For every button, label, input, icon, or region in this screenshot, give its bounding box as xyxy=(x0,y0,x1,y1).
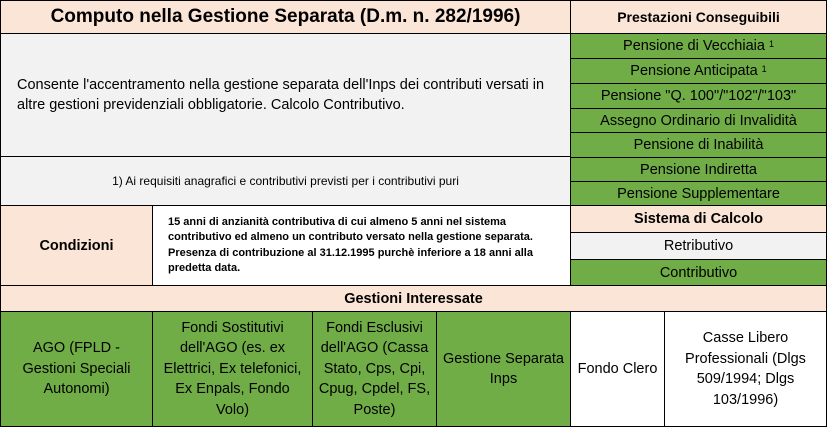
prestazione-label: Pensione Anticipata xyxy=(630,63,758,79)
condizioni-text: 15 anni di anzianità contributiva di cui almeno 5 anni nel sistema contributivo ed almeno un contributo versato nella gestione separata. Presenza di contribuzione al 31.12.1995 purchè inferiore a 18 anni alla predetta data. xyxy=(152,205,571,286)
prestazione-item xyxy=(570,132,827,158)
prestazione-label: Pensione di Vecchiaia xyxy=(623,38,765,54)
gestione-item: Fondo Clero xyxy=(570,311,665,427)
prestazione-item xyxy=(570,108,827,133)
gestione-item: Casse Libero Professionali (Dlgs 509/1994; Dlgs 103/1996) xyxy=(664,311,827,427)
footnote-marker: 1 xyxy=(761,64,767,74)
prestazione-item xyxy=(570,58,827,84)
prestazione-label: Pensione Supplementare xyxy=(617,185,780,202)
condizioni-label: Condizioni xyxy=(0,205,153,286)
prestazione-item xyxy=(570,33,827,59)
prestazione-item xyxy=(570,181,827,206)
prestazione-item xyxy=(570,157,827,182)
footnote-text: 1) Ai requisiti anagrafici e contributivi previsti per i contributivi puri xyxy=(0,156,571,206)
gestione-item: Fondi Sostitutivi dell'AGO (es. ex Elettrici, Ex telefonici, Ex Enpals, Fondo Volo) xyxy=(152,311,313,427)
sistema-contributivo: Contributivo xyxy=(570,259,827,286)
prestazioni-header: Prestazioni Conseguibili xyxy=(570,0,827,34)
page-title: Computo nella Gestione Separata (D.m. n. 282/1996) xyxy=(0,0,571,34)
gestione-item: Fondi Esclusivi dell'AGO (Cassa Stato, Cps, Cpi, Cpug, Cpdel, FS, Poste) xyxy=(312,311,437,427)
prestazione-label: Assegno Ordinario di Invalidità xyxy=(600,112,797,129)
prestazione-label: Pensione "Q. 100"/"102"/"103" xyxy=(600,88,797,104)
footnote-marker: 1 xyxy=(768,39,774,49)
description-text: Consente l'accentramento nella gestione separata dell'Inps dei contributi versati in altre gestioni previdenziali obbligatorie. Calcolo Contributivo. xyxy=(0,33,571,157)
gestioni-header: Gestioni Interessate xyxy=(0,285,827,312)
gestione-item: AGO (FPLD - Gestioni Speciali Autonomi) xyxy=(0,311,153,427)
sistema-header: Sistema di Calcolo xyxy=(570,205,827,233)
prestazione-label: Pensione Indiretta xyxy=(640,161,757,178)
prestazione-item xyxy=(570,83,827,109)
prestazione-label: Pensione di Inabilità xyxy=(633,137,764,153)
sistema-retributivo: Retributivo xyxy=(570,232,827,260)
gestione-item: Gestione Separata Inps xyxy=(436,311,571,427)
